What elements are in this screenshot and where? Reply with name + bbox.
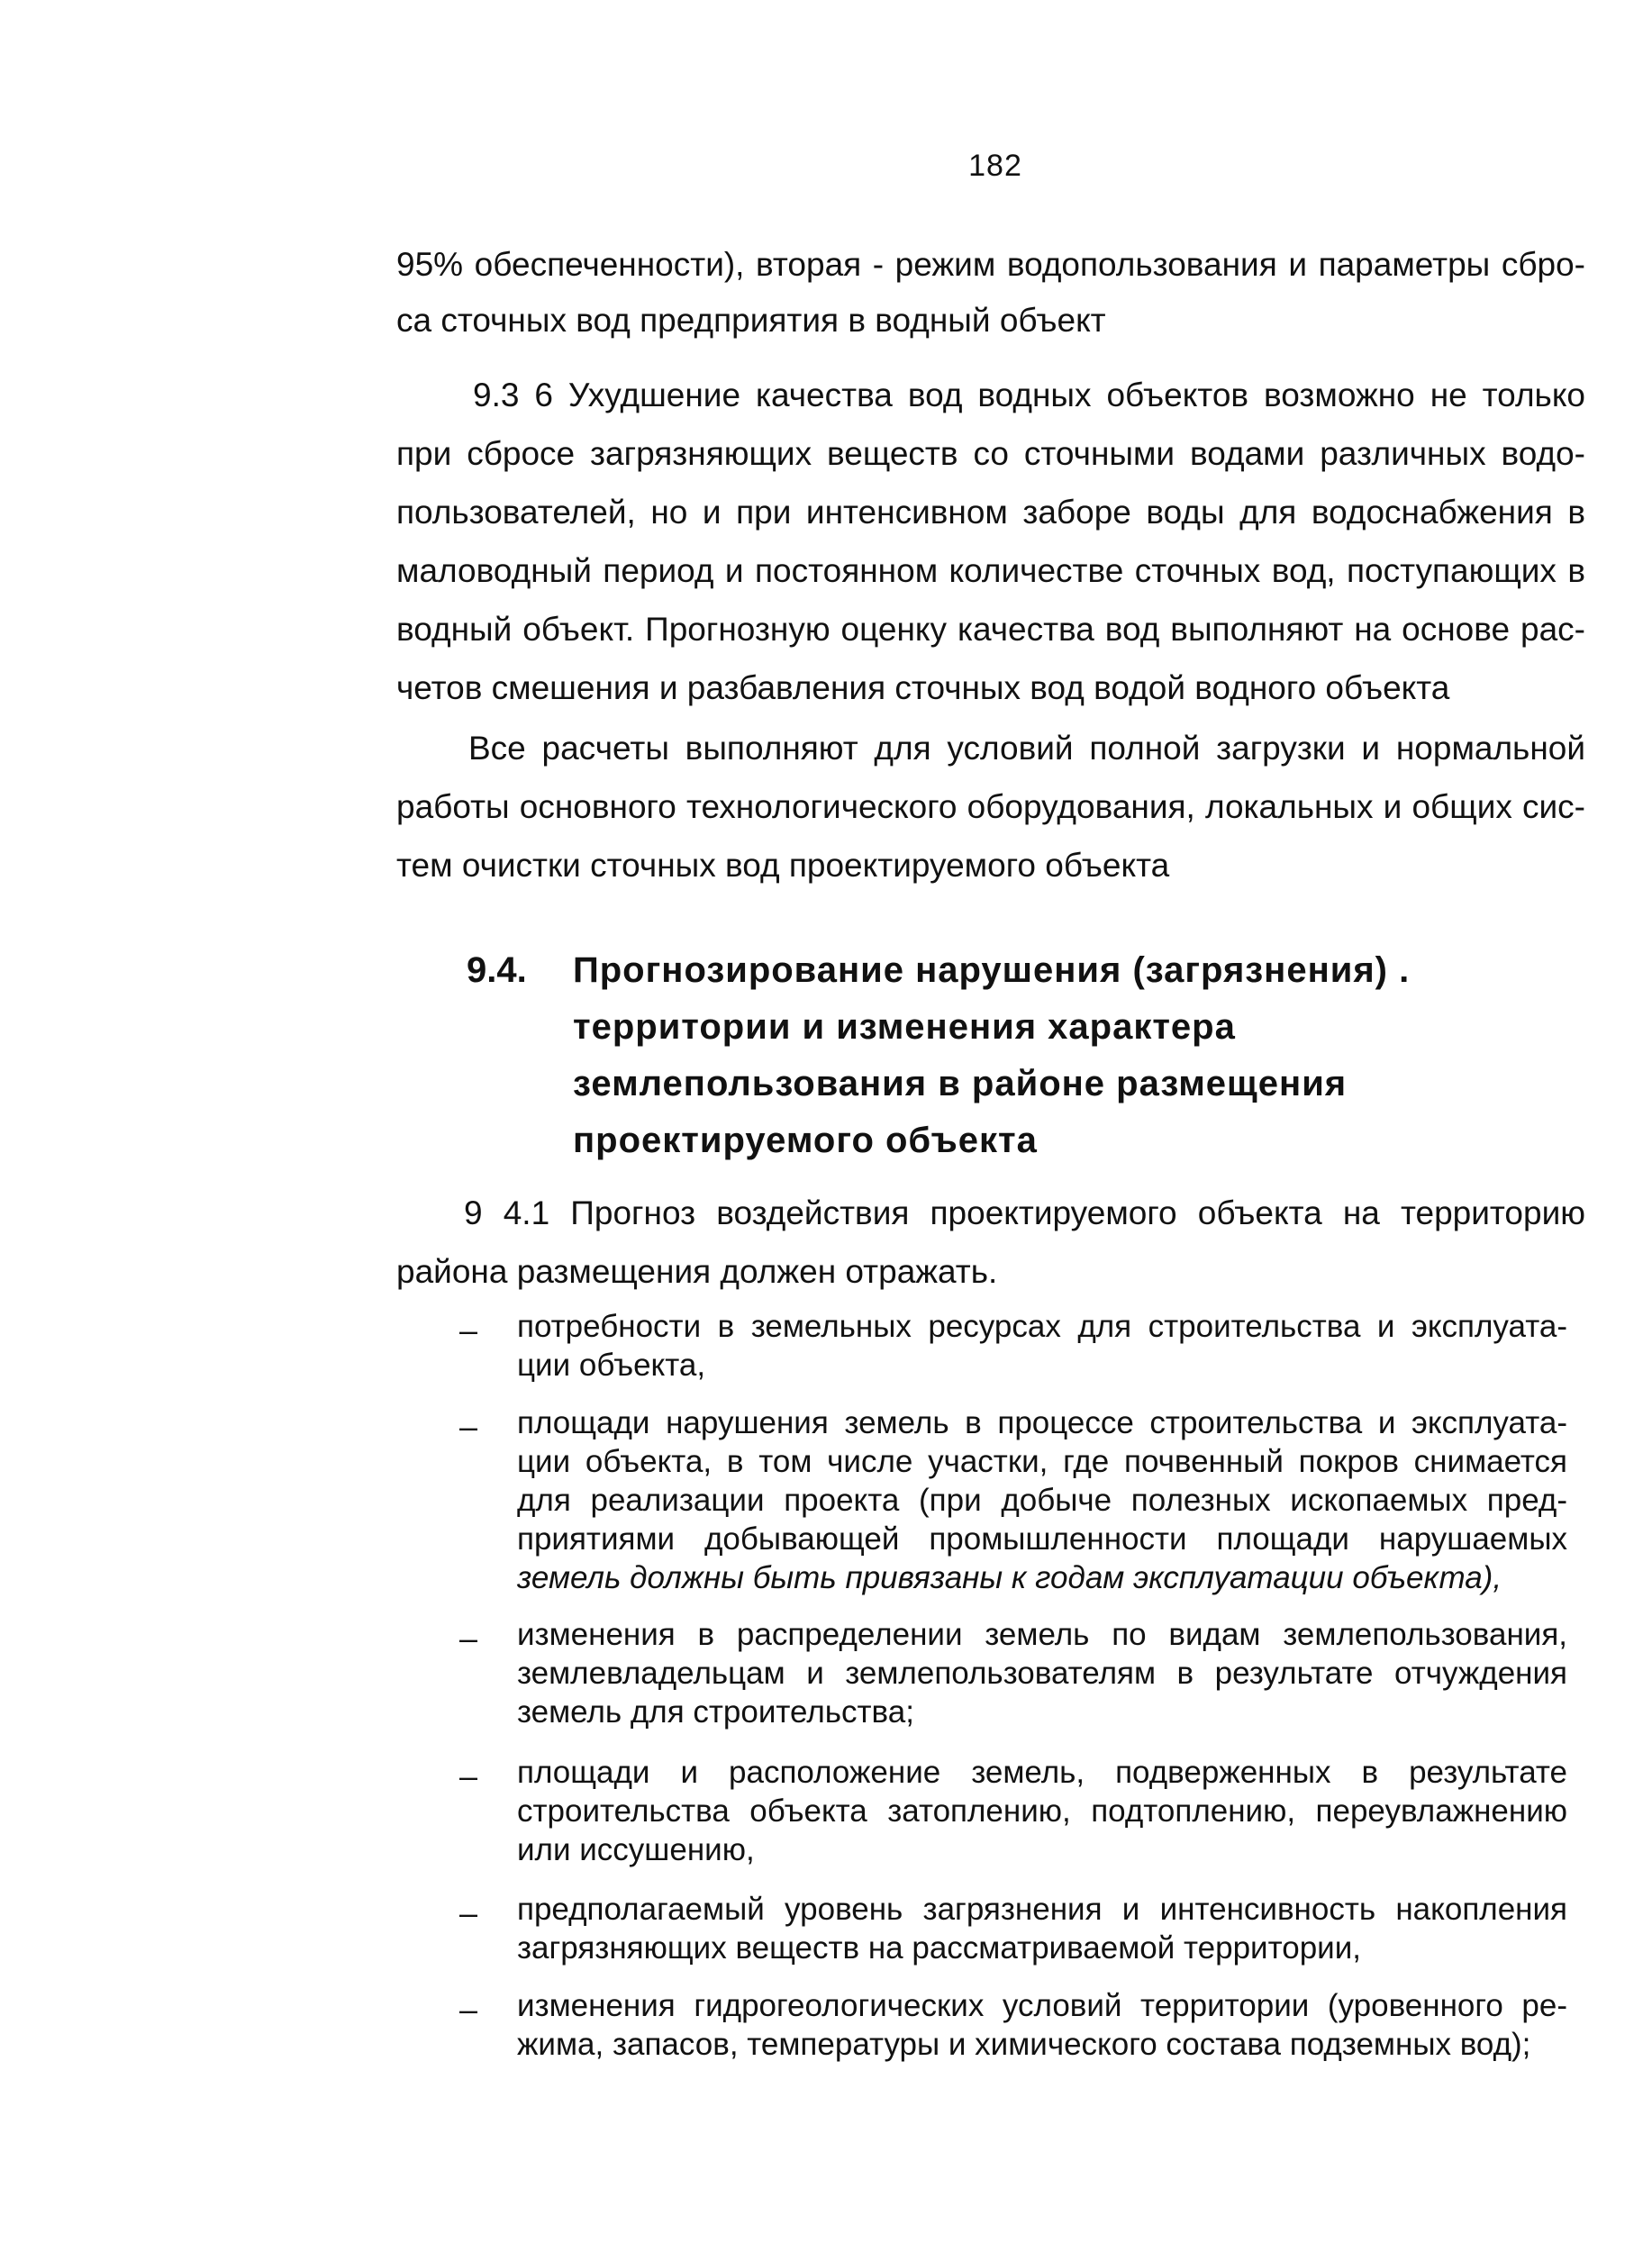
bullet-text-line: площади и расположение земель, подверженных в результате: [517, 1755, 1567, 1790]
section-heading-line: территории и изменения характера: [573, 1007, 1236, 1047]
bullet-marker: –: [459, 1312, 478, 1348]
bullet-text-line: землевладельцам и землепользователям в результате отчуждения: [517, 1656, 1567, 1691]
bullet-marker: –: [459, 1408, 478, 1445]
bullet-marker: –: [459, 1991, 478, 2028]
bullet-text-line: ции объекта,: [517, 1348, 706, 1383]
bullet-text-line: загрязняющих веществ на рассматриваемой территории,: [517, 1930, 1362, 1966]
section-heading-line: землепользования в районе размещения: [573, 1064, 1348, 1103]
text-line: района размещения должен отражать.: [396, 1253, 998, 1290]
text-line: тем очистки сточных вод проектируемого объекта: [396, 847, 1170, 884]
section-heading-line: проектируемого объекта: [573, 1121, 1038, 1160]
bullet-text-line: строительства объекта затоплению, подтоплению, переувлажнению: [517, 1793, 1567, 1829]
text-line: маловодный период и постоянном количестве сточных вод, поступающих в: [396, 552, 1585, 589]
text-line: 9 4.1 Прогноз воздействия проектируемого объекта на территорию: [464, 1194, 1585, 1231]
bullet-text-line: потребности в земельных ресурсах для строительства и эксплуата-: [517, 1309, 1567, 1344]
bullet-text-line: жима, запасов, температуры и химического состава подземных вод);: [517, 2027, 1531, 2062]
page-number: 182: [968, 149, 1022, 183]
text-line: работы основного технологического оборудования, локальных и общих сис-: [396, 788, 1585, 825]
bullet-text-line: земель должны быть привязаны к годам эксплуатации объекта),: [517, 1560, 1502, 1595]
text-line: 9.3 6 Ухудшение качества вод водных объектов возможно не только: [473, 377, 1585, 413]
bullet-text-line: или иссушению,: [517, 1832, 755, 1867]
bullet-text-line: приятиями добывающей промышленности площади нарушаемых: [517, 1521, 1567, 1557]
text-line: четов смешения и разбавления сточных вод водой водного объекта: [396, 669, 1450, 706]
text-line: пользователей, но и при интенсивном заборе воды для водоснабжения в: [396, 494, 1585, 531]
bullet-text-line: ции объекта, в том числе участки, где почвенный покров снимается: [517, 1444, 1567, 1479]
text-line: водный объект. Прогнозную оценку качества вод выполняют на основе рас-: [396, 611, 1585, 648]
bullet-text-line: изменения в распределении земель по видам землепользования,: [517, 1617, 1567, 1652]
bullet-text-line: земель для строительства;: [517, 1694, 914, 1730]
bullet-text-line: для реализации проекта (при добыче полезных ископаемых пред-: [517, 1483, 1567, 1518]
bullet-marker: –: [459, 1894, 478, 1931]
bullet-text-line: площади нарушения земель в процессе строительства и эксплуата-: [517, 1405, 1567, 1440]
text-line: при сбросе загрязняющих веществ со сточными водами различных водо-: [396, 435, 1585, 472]
text-line: Все расчеты выполняют для условий полной загрузки и нормальной: [468, 730, 1585, 767]
section-heading-line: Прогнозирование нарушения (загрязнения) .: [573, 950, 1411, 990]
text-line: са сточных вод предприятия в водный объект: [396, 302, 1106, 339]
bullet-marker: –: [459, 1620, 478, 1657]
text-line: 95% обеспеченности), вторая - режим водопользования и параметры сбро-: [396, 246, 1585, 283]
section-number: 9.4.: [467, 950, 527, 990]
bullet-marker: –: [459, 1757, 478, 1794]
bullet-text-line: предполагаемый уровень загрязнения и интенсивность накопления: [517, 1892, 1567, 1927]
bullet-text-line: изменения гидрогеологических условий территории (уровенного ре-: [517, 1988, 1567, 2023]
